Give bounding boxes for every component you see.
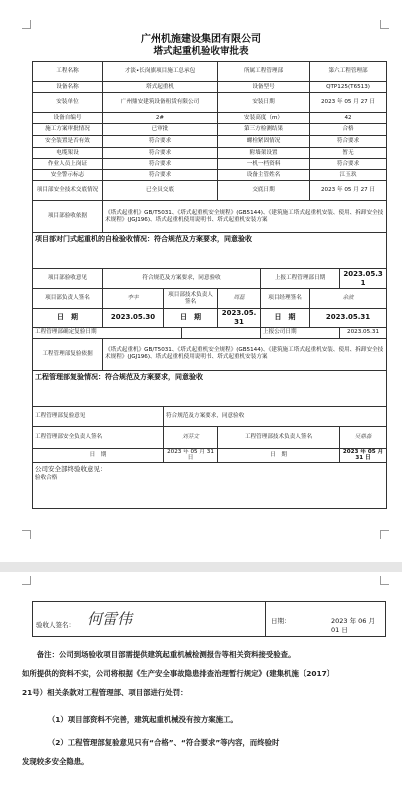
cell-label: 项目部技术负责人签名: [164, 289, 218, 309]
cell-label: 施工方案审批情况: [33, 124, 103, 136]
cell-value: 2023 年 05 月 27 日: [310, 93, 387, 113]
cell-label: 上报公司日期: [261, 327, 340, 338]
cell-label: 工程管理部安全负责人签名: [33, 426, 164, 448]
date-value: 2023 年 05 月 31 日: [340, 448, 387, 463]
cell-label: 日 期: [261, 309, 310, 328]
cell-label: 安装高度（m）: [218, 113, 310, 124]
cell-label: 项目部验收意见: [33, 269, 103, 289]
cell-label: 工程管理部技术负责人签名: [218, 426, 340, 448]
company-opinion-cell: [33, 463, 387, 509]
cell-label: 电缆架设: [33, 148, 103, 159]
cell-label: 工程名称: [33, 62, 103, 82]
cell-value: 第六工程管理部: [310, 62, 387, 82]
cell-value: 塔式起重机: [103, 82, 218, 93]
note-line: 如所提供的资料不实，公司将根据《生产安全事故隐患排查治理暂行规定》(建集机施〔2017〕: [22, 669, 335, 678]
project-opinion-row: [33, 269, 387, 289]
company-opinion-text: 验收合格: [35, 474, 58, 481]
cell-value: 符合要求: [103, 170, 218, 181]
approval-form-table: [32, 61, 387, 509]
department-basis-row: [33, 338, 387, 370]
cell-label: 项目经理签名: [261, 289, 310, 309]
cell-value: 暂无: [310, 148, 387, 159]
cell-value: 才淡•长岗旗项目施工总承包: [103, 62, 218, 82]
cell-value: 符合要求: [310, 136, 387, 148]
crop-mark: [22, 20, 31, 29]
cell-label: 设备主管姓名: [218, 170, 310, 181]
project-inspection-text: 项目部对门式起重机的自检验收情况：符合规范及方案要求，同意验收: [33, 233, 387, 269]
page-2: [0, 572, 402, 807]
cell-label: 设备自编号: [33, 113, 103, 124]
final-signature-row: [32, 601, 386, 637]
crop-mark: [22, 530, 31, 539]
cell-label: 日 期: [218, 448, 340, 463]
cell-label: 安装单位: [33, 93, 103, 113]
cell-label: 日 期: [33, 309, 103, 328]
cell-label: 项目部安全技术交底情况: [33, 181, 103, 201]
cell-label: 一机一档资料: [218, 159, 310, 170]
department-signature-row: [33, 426, 387, 448]
cell-value: 2023 年 05 月 27 日: [310, 181, 387, 201]
cell-value: QTP125(T6513): [310, 82, 387, 93]
crop-mark: [22, 576, 31, 585]
department-opinion-text: 符合规范及方案要求，同意验收: [164, 406, 387, 426]
cell-value: 已审批: [103, 124, 218, 136]
form-row: [33, 181, 387, 201]
crop-mark: [380, 576, 389, 585]
cell-label: 交底日期: [218, 181, 310, 201]
cell-value: 江玉玖: [310, 170, 387, 181]
note-line: （1）项目部资料不完善，建筑起重机械没有按方案施工。: [22, 715, 238, 724]
divider: [265, 602, 266, 636]
signature: 刘芬文: [164, 426, 218, 448]
reinspection-date-row: [33, 327, 387, 338]
form-row: [33, 136, 387, 148]
form-row: [33, 148, 387, 159]
cell-value: 合格: [310, 124, 387, 136]
company-opinion-label: 公司安全部终验收意见：: [35, 465, 107, 474]
cell-label: 工程管理部确定复验日期: [33, 327, 182, 338]
signature: 吴鼎淼: [340, 426, 387, 448]
project-signature-row: [33, 289, 387, 309]
cell-label: 项目部验收依据: [33, 201, 103, 233]
cell-label: 作业人员上岗证: [33, 159, 103, 170]
project-basis-text: 《塔式起重机》GB/T5031、《塔式起重机安全规程》(GB5144)、《建筑施工塔式起重机安装、使用、拆卸安全技术规程》(JGJ196)、塔式起重机使用说明书、塔式起重机安装方案: [103, 201, 387, 233]
signature: 何雷伟: [87, 610, 133, 628]
date-value: 2023.05.30: [103, 309, 164, 328]
signature: 周磊: [218, 289, 261, 309]
cell-label: 所属工程管理部: [218, 62, 310, 82]
cell-label: 上报工程管理部日期: [261, 269, 340, 289]
form-row: [33, 170, 387, 181]
form-row: [33, 113, 387, 124]
department-inspection-row: [33, 370, 387, 406]
cell-value: 符合要求: [310, 159, 387, 170]
note-line: 21号）相关条款对工程管理部、项目部进行处罚：: [22, 688, 188, 697]
project-date-row: [33, 309, 387, 328]
form-row: [33, 124, 387, 136]
project-inspection-row: [33, 233, 387, 269]
date-label: 日期：: [271, 617, 291, 625]
cell-value: 42: [310, 113, 387, 124]
project-basis-row: [33, 201, 387, 233]
form-title: 塔式起重机验收审批表: [153, 46, 249, 57]
report-date: 2023.05.31: [340, 269, 387, 289]
signature: 李丰: [103, 289, 164, 309]
cell-value: 符合要求: [103, 159, 218, 170]
department-date-row: [33, 448, 387, 463]
department-opinion-row: [33, 406, 387, 426]
note-line: 发现较多安全隐患。: [22, 757, 89, 766]
cell-label: 安全警示标志: [33, 170, 103, 181]
cell-label: 安全装置是否有效: [33, 136, 103, 148]
cell-label: 项目部负责人签名: [33, 289, 103, 309]
note-line: （2）工程管理部复验意见只有“合格”、“符合要求”等内容，而终验时: [22, 738, 280, 747]
cell-label: 安装日期: [218, 93, 310, 113]
cell-label: 附墙架设置: [218, 148, 310, 159]
cell-label: 工程管理部复验意见: [33, 406, 164, 426]
cell-label: 第三方检测结果: [218, 124, 310, 136]
cell-label: 日 期: [33, 448, 164, 463]
signature: 余波: [310, 289, 387, 309]
crop-mark: [380, 20, 389, 29]
cell-value: 2#: [103, 113, 218, 124]
company-opinion-row: [33, 463, 387, 509]
page-gap: [0, 562, 402, 572]
date-value: 2023.05.31: [218, 309, 261, 328]
date-value: 2023.05.31: [340, 327, 387, 338]
cell-label: 设备名称: [33, 82, 103, 93]
project-opinion-text: 符合规范及方案要求，同意验收: [103, 269, 261, 289]
cell-value: 符合要求: [103, 148, 218, 159]
cell-value: [182, 327, 261, 338]
form-row: [33, 159, 387, 170]
cell-value: 已全员交底: [103, 181, 218, 201]
cell-label: 日 期: [164, 309, 218, 328]
crop-mark: [380, 530, 389, 539]
signer-label: 验收人签名：: [36, 621, 75, 629]
note-line: 备注：公司到场验收项目部需提供建筑起重机械检测报告等相关资料接受验查。: [22, 650, 296, 659]
date-value: 2023.05.31: [310, 309, 387, 328]
form-row: [33, 93, 387, 113]
department-inspection-text: 工程管理部复验情况：符合规范及方案要求，同意验收: [33, 370, 387, 406]
date-value: 2023 年 06 月 01 日: [331, 617, 376, 634]
company-name: 广州机施建设集团有限公司: [141, 34, 261, 45]
department-basis-text: 《塔式起重机》GB/T5031、《塔式起重机安全规程》(GB5144)、《建筑施工塔式起重机安装、使用、拆卸安全技术规程》(JGJ196)、塔式起重机使用说明书、塔式起重机安装方案: [103, 338, 387, 370]
date-value: 2023 年 05 月 31 日: [164, 448, 218, 463]
form-row: [33, 62, 387, 82]
cell-value: 符合要求: [103, 136, 218, 148]
cell-value: 广州鼎安建筑设备租赁有限公司: [103, 93, 218, 113]
cell-label: 螺栓紧固情况: [218, 136, 310, 148]
cell-label: 工程管理部复验依据: [33, 338, 103, 370]
form-row: [33, 82, 387, 93]
cell-label: 设备型号: [218, 82, 310, 93]
